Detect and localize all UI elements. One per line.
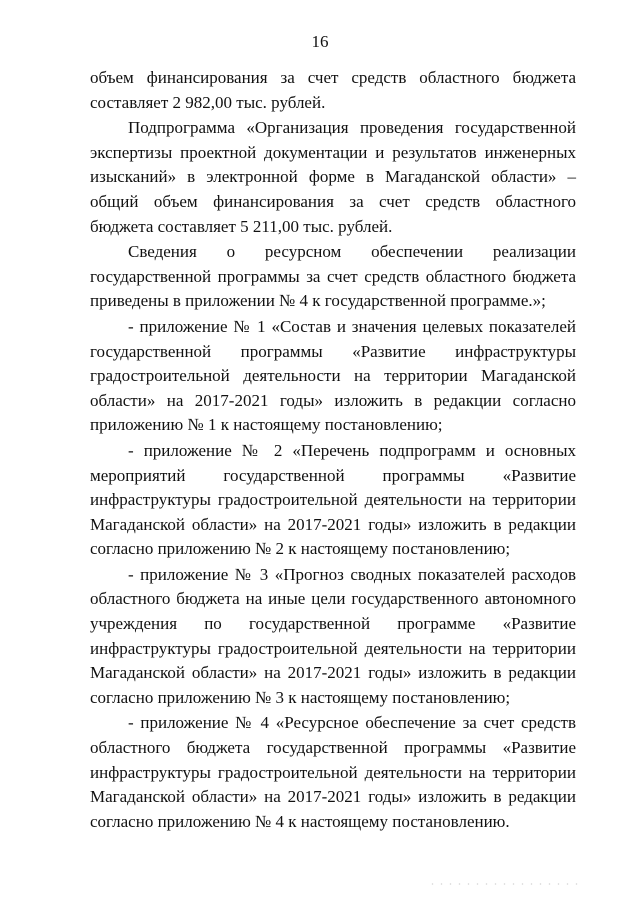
paragraph-resource-info: Сведения о ресурсном обеспечении реализации государственной программы за счет средств областного бюджета приведены в приложении № 4 к государственной программе.»; xyxy=(90,242,576,311)
document-body xyxy=(90,66,576,834)
paragraph-appendix-4: - приложение № 4 «Ресурсное обеспечение за счет средств областного бюджета государственной программы «Развитие инфраструктуры градостроительной деятельности на территории Магаданской области» на 2017-2021 годы» изложить в редакции согласно приложению № 4 к настоящему постановлению. xyxy=(90,713,576,831)
page-number: 16 xyxy=(311,32,329,51)
scan-noise xyxy=(428,881,578,889)
paragraph-appendix-3: - приложение № 3 «Прогноз сводных показателей расходов областного бюджета на иные цели государственного автономного учреждения по государственной программе «Развитие инфраструктуры градостроительной деятельности на территории Магаданской области» на 2017-2021 годы» изложить в редакции согласно приложению № 3 к настоящему постановлению; xyxy=(90,564,576,707)
paragraph-budget-continuation: объем финансирования за счет средств областного бюджета составляет 2 982,00 тыс. рублей. xyxy=(90,68,576,112)
paragraph-subprogram-expertise: Подпрограмма «Организация проведения государственной экспертизы проектной документации и результатов инженерных изысканий» в электронной форме в Магаданской области» – общий объем финансирования за счет средств областного бюджета составляет 5 211,00 тыс. рублей. xyxy=(90,118,576,236)
paragraph-appendix-1: - приложение № 1 «Состав и значения целевых показателей государственной программы «Развитие инфраструктуры градостроительной деятельности на территории Магаданской области» на 2017-2021 годы» изложить в редакции согласно приложению № 1 к настоящему постановлению; xyxy=(90,316,576,435)
paragraph-appendix-2: - приложение № 2 «Перечень подпрограмм и основных мероприятий государственной программы «Развитие инфраструктуры градостроительной деятельности на территории Магаданской области» на 2017-2021 годы» изложить в редакции согласно приложению № 2 к настоящему постановлению; xyxy=(90,440,576,559)
